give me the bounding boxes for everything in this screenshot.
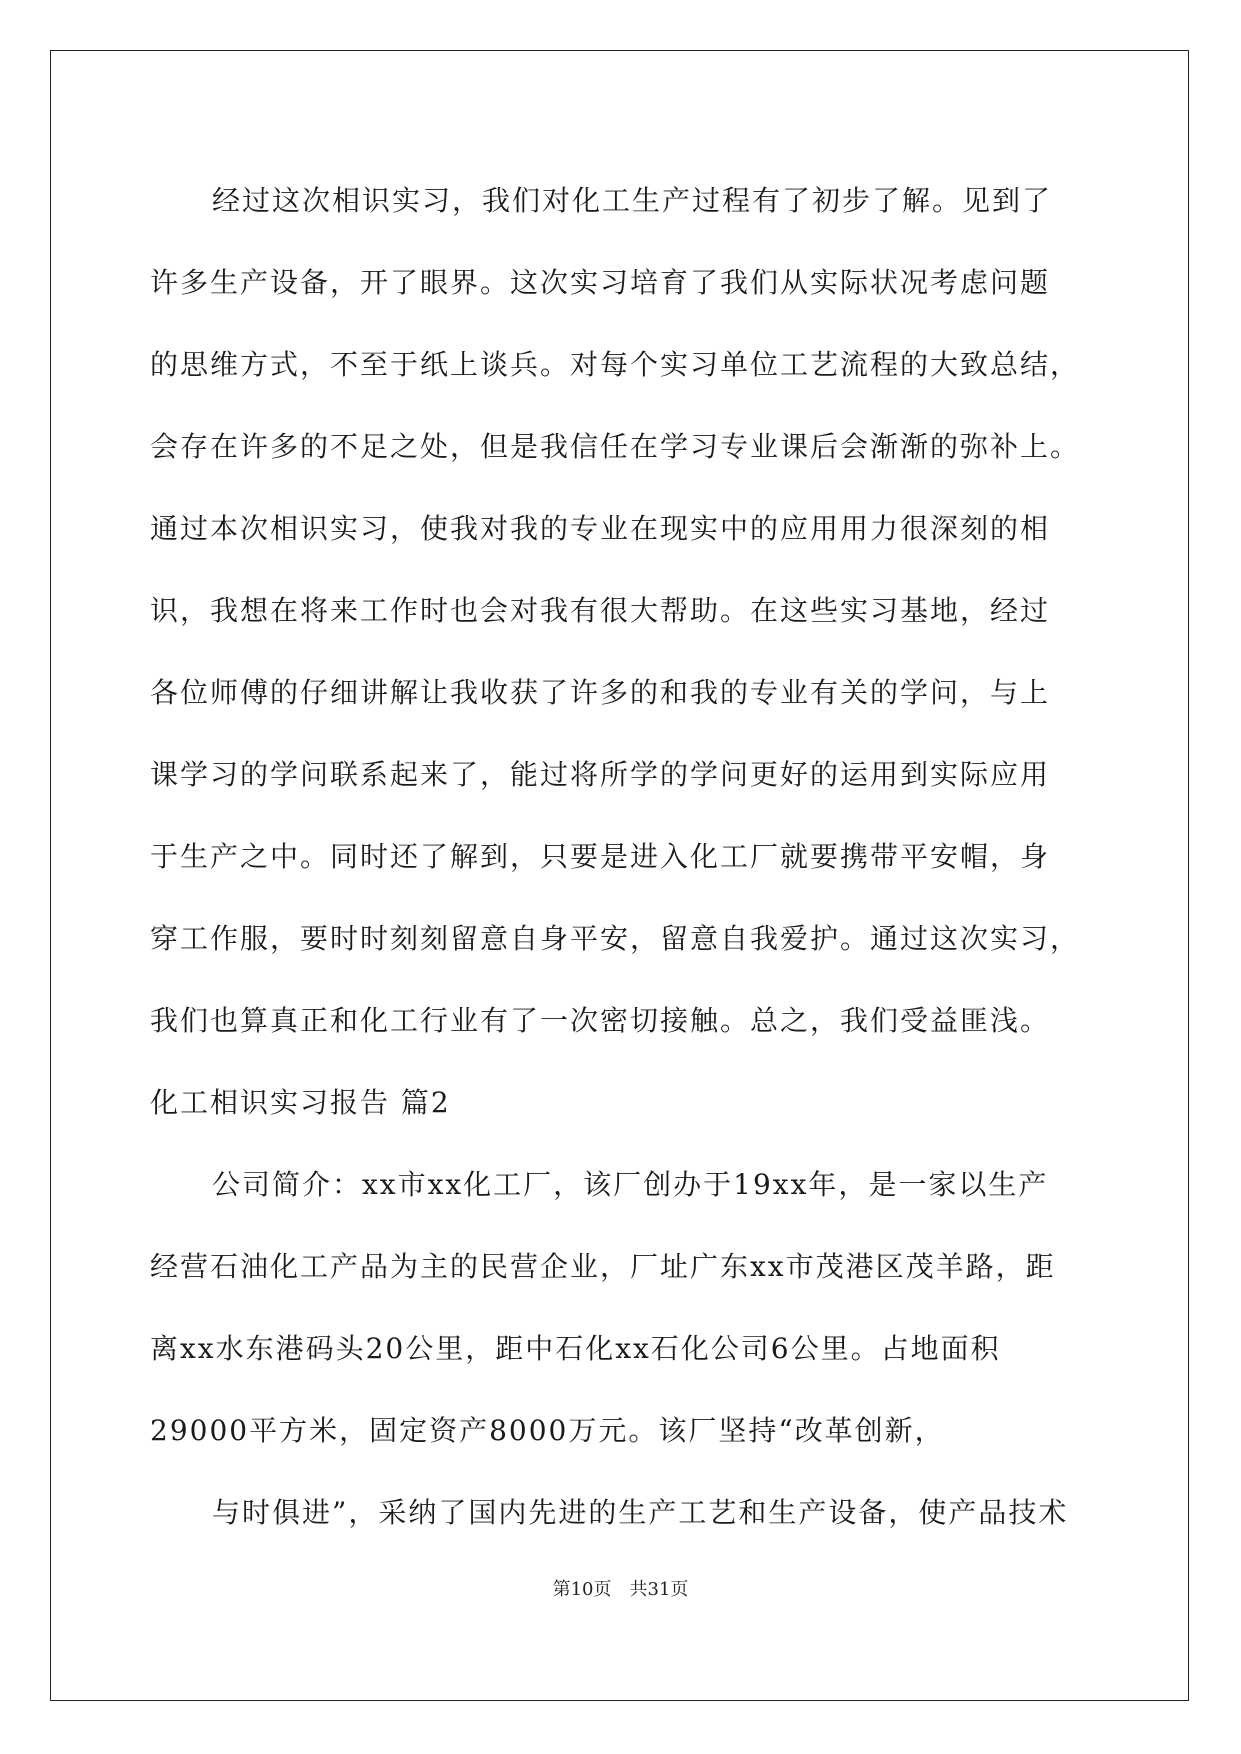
paragraph-line: 通过本次相识实习，使我对我的专业在现实中的应用用力很深刻的相 bbox=[150, 512, 1051, 545]
paragraph-line: 29000平方米，固定资产8000万元。该厂坚持“改革创新， bbox=[150, 1414, 945, 1447]
paragraph-line: 我们也算真正和化工行业有了一次密切接触。总之，我们受益匪浅。 bbox=[150, 1004, 1051, 1037]
paragraph-line: 识，我想在将来工作时也会对我有很大帮助。在这些实习基地，经过 bbox=[150, 594, 1051, 627]
paragraph-line: 的思维方式，不至于纸上谈兵。对每个实习单位工艺流程的大致总结， bbox=[150, 348, 1081, 381]
paragraph-line: 经过这次相识实习，我们对化工生产过程有了初步了解。见到了 bbox=[212, 184, 1053, 217]
paragraph-line: 公司简介：xx市xx化工厂，该厂创办于19xx年，是一家以生产 bbox=[212, 1168, 1049, 1201]
paragraph-line: 离xx水东港码头20公里，距中石化xx石化公司6公里。占地面积 bbox=[150, 1332, 1001, 1365]
paragraph-line: 课学习的学问联系起来了，能过将所学的学问更好的运用到实际应用 bbox=[150, 758, 1051, 791]
paragraph-line: 于生产之中。同时还了解到，只要是进入化工厂就要携带平安帽，身 bbox=[150, 840, 1051, 873]
page-number: 第10页 共31页 bbox=[552, 1579, 689, 1600]
section-heading: 化工相识实习报告 篇2 bbox=[150, 1086, 451, 1119]
paragraph-line: 许多生产设备，开了眼界。这次实习培育了我们从实际状况考虑问题 bbox=[150, 266, 1051, 299]
document-body bbox=[150, 160, 1090, 1554]
paragraph-line: 穿工作服，要时时刻刻留意自身平安，留意自我爱护。通过这次实习， bbox=[150, 922, 1081, 955]
paragraph-line: 会存在许多的不足之处，但是我信任在学习专业课后会渐渐的弥补上。 bbox=[150, 430, 1081, 463]
paragraph-line: 与时俱进”，采纳了国内先进的生产工艺和生产设备，使产品技术 bbox=[212, 1496, 1069, 1529]
paragraph-line: 各位师傅的仔细讲解让我收获了许多的和我的专业有关的学问，与上 bbox=[150, 676, 1051, 709]
paragraph-line: 经营石油化工产品为主的民营企业，厂址广东xx市茂港区茂羊路，距 bbox=[150, 1250, 1056, 1283]
